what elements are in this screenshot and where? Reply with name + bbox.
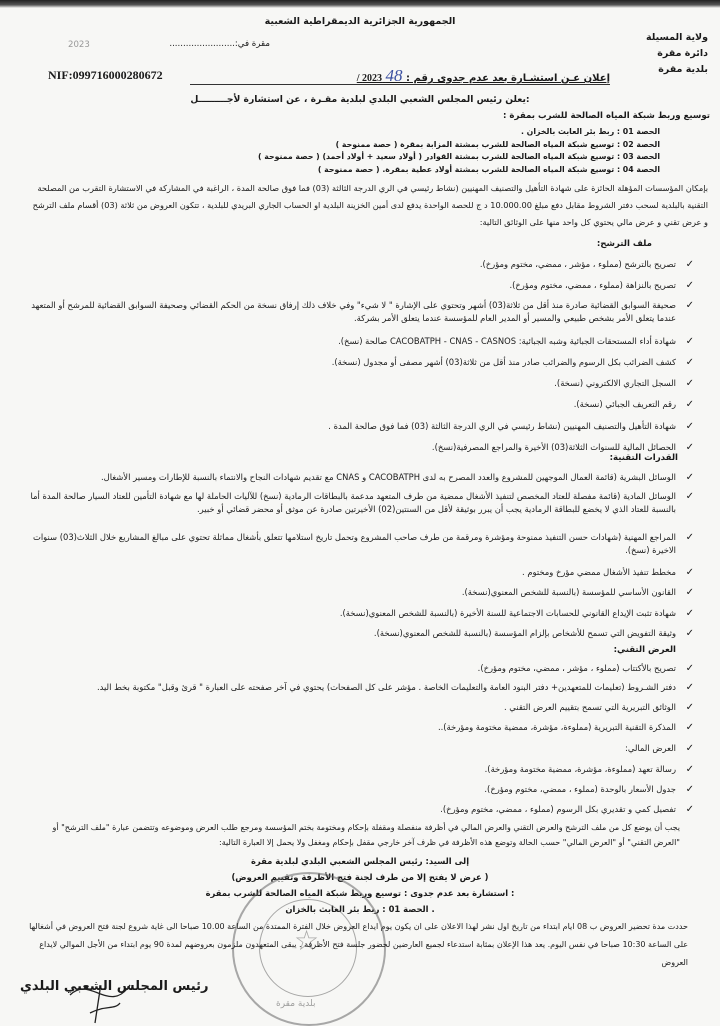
- capacities-heading: القدرات التقنية:: [609, 453, 678, 463]
- lot-item: الحصة 01 : ربط بئر العابث بالخزان .: [520, 127, 660, 136]
- issuer-block: [646, 30, 708, 78]
- checklist-item: ✓ العرض المالي:: [625, 743, 694, 754]
- lots-list: [258, 126, 660, 176]
- checklist-item: ✓ شهادة التأهيل والتصنيف المهنيين (نشاط رئيسي في الري الدرجة الثالثة (03) فما فوق صالحة المدة .: [328, 421, 694, 432]
- checklist-item: ✓ تفصيل كمي و تقديري بكل الرسوم (مملوء ، ممضي، مختوم ومؤرخ).: [440, 804, 694, 815]
- lot-item: الحصة 03 : توسيع شبكة المياه الصالحة للشرب بمشتة القوادر ( أولاد سعيد + أولاد أحمد) ( حصة ممنوحة ): [257, 152, 660, 161]
- checklist-item: ✓ كشف الضرائب بكل الرسوم والضرائب صادر منذ أقل من ثلاثة(03) أشهر مصفى أو مجدول (نسخة).: [331, 357, 694, 368]
- announcement-label: إعلان عـن استشـارة بعد عدم جدوى رقم :: [406, 73, 610, 84]
- checklist-item: ✓ وثيقة التفويض التي تسمح للأشخاص بإلزام المؤسسة (بالنسبة للشخص المعنوي(نسخة).: [373, 628, 694, 639]
- check-icon: ✓: [685, 280, 694, 291]
- envelope-subject: استشارة بعد عدم جدوى : توسيع وربط شبكة المياه الصالحة للشرب بمقرة :: [205, 888, 515, 898]
- closing-paragraph: حددت مدة تحضير العروض ب 08 ايام ابتداء من تاريخ اول نشر لهذا الاعلان على ان يكون يوم ايداع العروض خلال الفترة الممتدة من الساعة 10.00 صباحا الى غاية شروع لجنة فتح العروض في أشغالها على الساعة 10:30 صباحا في نفس اليوم. يعد هذا الإعلان بمثابة استدعاء لجميع العارضين لحضور جلسة فتح الأظرفة . يبقى المتعهدون ملزمون بعروضهم لمدة 90 يوم ابتداء من الأجل الموالي لايداع العروض: [29, 922, 688, 967]
- check-icon: ✓: [685, 663, 694, 674]
- checklist-item: ✓ دفتر الشـروط (تعليمات للمتعهدين+ دفتر البنود العامة والتعليمات الخاصة . مؤشر على كل الصفحات) يحتوي في آخر صفحته على العبارة " قرئ وقبل" مكتوبة بخط اليد.: [96, 682, 694, 693]
- check-icon: ✓: [685, 300, 694, 311]
- checklist-item: ✓ الوسائل البشرية (قائمة العمال الموجهين للمشروع والعدد المصرح به لدى CACOBATPH و CNAS مع تقديم شهادات النجاح والانتماء بالنسبة للإطارات ومسير الأشغال.: [100, 472, 694, 483]
- project-title: توسيع وربط شبكة المياه الصالحة للشرب بمقرة :: [502, 111, 710, 121]
- intro-line: يعلن رئيس المجلس الشعبي البلدي لبلدية مقـرة ، عن استشارة لأجـــــــــل:: [190, 94, 530, 105]
- envelope-lot: الحصة 01 : ربط بئر العابث بالخزان .: [285, 904, 435, 914]
- checklist-item: ✓ رقم التعريف الجبائي (نسخة).: [573, 399, 694, 410]
- signature-title: رئيس المجلس الشعبي البلدي: [20, 979, 209, 994]
- check-icon: ✓: [685, 399, 694, 410]
- checklist-item: ✓ القانون الأساسي للمؤسسة (بالنسبة للشخص المعنوي(نسخة).: [461, 587, 694, 598]
- envelope-notice: (عرض لا يفتح إلا من طرف لجنة فتح الأظرفة وتقييم العروض ): [231, 872, 489, 882]
- check-icon: ✓: [685, 357, 694, 368]
- intro-paragraph: بإمكان المؤسسات المؤهلة الحائزة على شهادة التأهيل والتصنيف المهنيين (نشاط رئيسي في الري الدرجة الثالثة (03) فما فوق صالحة المدة ، الراغبة في المشاركة في الاستشارة التقرب من المصلحة التقنية بالبلدية لسحب دفتر الشروط مقابل دفع مبلغ 10.000.00 د ج للحصة الواحدة يدفع لدى أمين الخزينة البلدية او الحساب الجاري البريدي للبلدية ، تتكون العروض من ثلاثة (03) أقسام ملف الترشح و عرض تقني و عرض مالي يحتوي كل واحد منها على الوثائق التالية:: [32, 183, 708, 227]
- check-icon: ✓: [685, 532, 694, 543]
- checklist-item: ✓ تصريح بالأكتتاب (مملوء ، مؤشر ، ممضي، مختوم ومؤرخ).: [477, 663, 694, 674]
- check-icon: ✓: [685, 491, 694, 502]
- check-icon: ✓: [685, 682, 694, 693]
- republic-title: الجمهورية الجزائرية الديمقراطية الشعبية: [264, 16, 456, 27]
- handwritten-signature: [60, 975, 150, 1025]
- envelope-paragraph: يجب أن يوضع كل من ملف الترشح والعرض التقني والعرض المالي في أظرفة منفصلة ومقفلة بإحكام ومختومة بختم المؤسسة ومرجع طلب العرض وموضوعه وتتضمن عبارة "ملف الترشح" أو "العرض التقني" أو "العرض المالي" حسب الحالة وتوضع هذه الأظرفة في ظرف آخر خارجي مقفل بإحكام ومغفل ولا يحمل إلا العبارة التالية:: [52, 823, 680, 847]
- checklist-item: ✓ المذكرة التقنية التبريرية (مملوءة، مؤشرة، ممضية مختومة ومؤرخة)..: [437, 722, 694, 733]
- check-icon: ✓: [685, 628, 694, 639]
- announcement-title: [357, 66, 610, 86]
- checklist-item: ✓ رسالة تعهد (مملوءة، مؤشرة، ممضية مختومة ومؤرخة).: [484, 764, 694, 775]
- scan-shadow: [0, 0, 720, 8]
- checklist-item: ✓ صحيفة السوابق القضائية صادرة منذ أقل من ثلاثة(03) أشهر وتحتوي على الإشارة " لا شيء" وفي خلاف ذلك إرفاق نسخة من الحكم القضائي وصحيفة السوابق القضائية للمرشح أو المتعهد عندما يتعلق الأمر بشخص طبيعي والمسير أو المدير العام للمؤسسة عندما يتعلق الأمر بشركة.: [31, 300, 694, 323]
- checklist-item: ✓ جدول الأسعار بالوحدة (مملوء ، ممضي، مختوم ومؤرخ).: [484, 784, 694, 795]
- wilaya: ولاية المسيلة: [646, 32, 708, 43]
- checklist-item: ✓ السجل التجاري الالكتروني (نسخة).: [554, 378, 694, 389]
- checklist-item: ✓ مخطط تنفيذ الأشغال ممضي مؤرخ ومختوم .: [522, 567, 694, 578]
- check-icon: ✓: [685, 259, 694, 270]
- candidacy-heading: ملف الترشح:: [596, 239, 652, 249]
- checklist-item: ✓ شهادة أداء المستحقات الجبائية وشبه الجبائية: CACOBATPH - CNAS - CASNOS صالحة (نسخ).: [338, 336, 694, 347]
- baladia: بلدية مقرة: [658, 64, 708, 75]
- checklist-item: ✓ الوسائل المادية (قائمة مفصلة للعتاد المخصص لتنفيذ الأشغال ممضية من طرف المتعهد مدعمة بالبطاقات الرمادية (نسخ) للآليات الحاملة لها مع شهادة التأمين للعتاد السيار صالحة المدة أما بالنسبة للعتاد الذي لا يخضع للبطاقة الرمادية يجب أن يبرر بوثيقة لأقل من السنتين(02) الأخيرتين صادرة عن موثق أو محضر قضائي أو خبير.: [30, 491, 694, 514]
- checklist-item: ✓ شهادة تثبت الإيداع القانوني للحسابات الاجتماعية للسنة الأخيرة (بالنسبة للشخص المعنوي(نسخة).: [339, 608, 694, 619]
- checklist-item: ✓ الحصائل المالية للسنوات الثلاثة(03) الأخيرة والمراجع المصرفية(نسخ).: [431, 442, 694, 453]
- check-icon: ✓: [685, 804, 694, 815]
- check-icon: ✓: [685, 722, 694, 733]
- checklist-item: ✓ تصريح بالنزاهة (مملوء ، ممضي، مختوم ومؤرخ).: [509, 280, 694, 291]
- star-icon: ☆: [294, 924, 320, 957]
- check-icon: ✓: [685, 378, 694, 389]
- nif: NIF:099716000280672: [48, 68, 163, 82]
- lot-item: الحصة 04 : توسيع شبكة المياه الصالحة للشرب بمشتة أولاد عطية بمقرة. ( حصة ممنوحة ): [317, 164, 660, 174]
- announcement-number: 48: [385, 66, 403, 85]
- technical-heading: العرض التقني:: [613, 645, 676, 655]
- check-icon: ✓: [685, 702, 694, 713]
- check-icon: ✓: [685, 442, 694, 453]
- checklist-item: ✓ تصريح بالترشح (مملوء ، مؤشر ، ممضي، مختوم ومؤرخ).: [479, 259, 694, 270]
- daira: دائرة مقرة: [657, 48, 708, 59]
- check-icon: ✓: [685, 764, 694, 775]
- checklist-item: ✓ المراجع المهنية (شهادات حسن التنفيذ ممنوحة ومؤشرة ومرقمة من طرف صاحب المشروع وتحمل تاريخ استلامها تتعلق بأشغال مماثلة تحتوي على مبالغ المشاريع خلال الثلاث(03) سنوات الاخيرة (نسخ).: [32, 532, 694, 555]
- check-icon: ✓: [685, 567, 694, 578]
- check-icon: ✓: [685, 472, 694, 483]
- check-icon: ✓: [685, 743, 694, 754]
- stamp-label: بلدية مقرة: [276, 999, 316, 1009]
- check-icon: ✓: [685, 421, 694, 432]
- lot-item: الحصة 02 : توسيع شبكة المياه الصالحة للشرب بمشتة المزابة بمقرة ( حصة ممنوحة ): [335, 139, 660, 149]
- check-icon: ✓: [685, 608, 694, 619]
- check-icon: ✓: [685, 784, 694, 795]
- place-date: مقرة في:........................: [169, 39, 270, 49]
- check-icon: ✓: [685, 587, 694, 598]
- announcement-year: 2023 /: [356, 73, 383, 84]
- check-icon: ✓: [685, 336, 694, 347]
- checklist-item: ✓ الوثائق التبريرية التي تسمح بتقييم العرض التقني .: [503, 702, 694, 713]
- envelope-to: إلى السيد: رئيس المجلس الشعبي البلدي لبلدية مقرة: [250, 856, 470, 866]
- faded-year: 2023: [68, 40, 90, 50]
